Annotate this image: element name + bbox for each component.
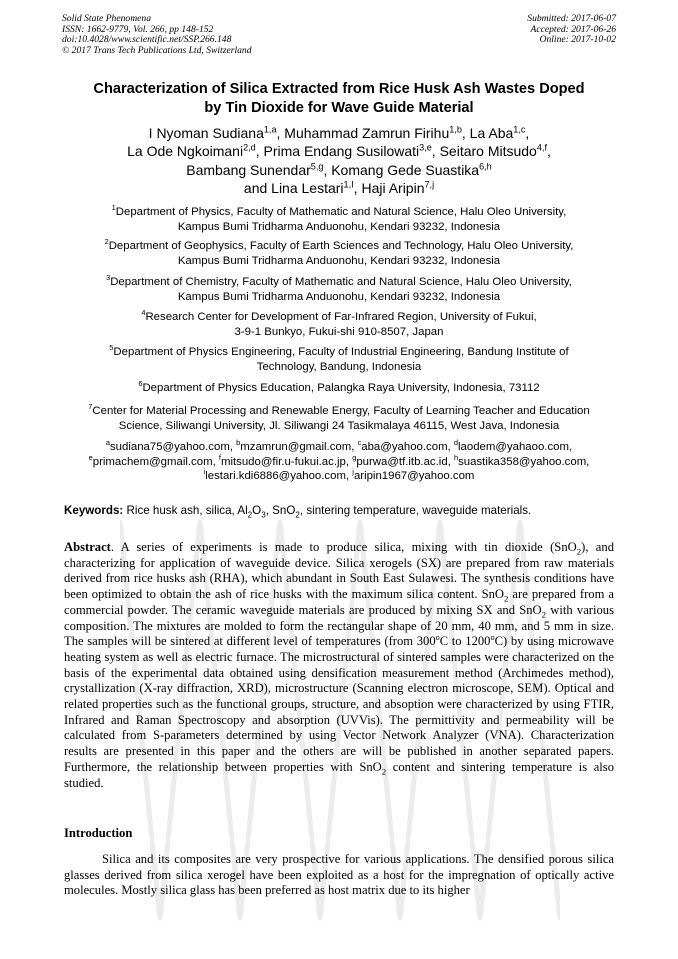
doi-line: doi:10.4028/www.scientific.net/SSP.266.148 (62, 34, 232, 46)
submitted-date: Submitted: 2017-06-07 (527, 13, 616, 24)
introduction-paragraph: Silica and its composites are very prospective for various applications. The densified porous silica glasses derived from silica xerogel have been exploited as a host for the impregnation of optically active molecules. Mostly silica glass has been preferred as host matrix due to its higher (64, 852, 614, 898)
section-heading: Introduction (64, 826, 133, 840)
keywords: Keywords: Rice husk ash, silica, $Al_2O_3$, SnO$_2$, sintering temperature, waveguide materials. (64, 504, 532, 520)
affiliation-2: $^2$Department of Geophysics, Faculty of Earth Sciences and Technology, Halu Oleo University, Kampus Bumi Tridharma Anduonohu, Kendari 93232, Indonesia (104, 237, 574, 267)
email-link[interactable]: aba@yahoo.com, (361, 441, 454, 453)
email-link[interactable]: suastika358@yahoo.com, (458, 455, 590, 468)
author-name: Bambang Sunendar (186, 161, 311, 178)
author-name: La Ode Ngkoimani (127, 143, 244, 160)
affiliation-6: $^6$Department of Physics Education, Palangka Raya University, Indonesia, 73112 (138, 379, 540, 394)
email-link[interactable]: aripin1967@yahoo.com (353, 470, 475, 483)
journal-name: Solid State Phenomena (62, 13, 151, 24)
author-name: Komang Gede Suastika (331, 161, 480, 178)
affiliation-1: $^1$Department of Physics, Faculty of Mathematic and Natural Science, Halu Oleo University, Kampus Bumi Tridharma Anduonohu, Kendari 93232, Indonesia (111, 203, 567, 233)
keywords-label: Keywords: (64, 504, 124, 517)
issn-line: ISSN: 1662-9779, Vol. 266, pp 148-152 (62, 23, 214, 35)
abstract-label: Abstract (64, 540, 111, 554)
email-link[interactable]: mzamrun@gmail.com, (240, 441, 358, 453)
author-name: Muhammad Zamrun Firihu (284, 125, 450, 141)
email-link[interactable]: laodem@yahaoo.com, (458, 441, 573, 453)
email-link[interactable]: primachem@gmail.com, (92, 455, 219, 468)
email-link[interactable]: mitsudo@fir.u-fukui.ac.jp, (220, 455, 353, 468)
affiliation-7: $^7$Center for Material Processing and Renewable Energy, Faculty of Learning Teacher and Education Science, Siliwangi University, Jl. Siliwangi 24 Tasikmalaya 46115, West Java, Indonesia (88, 402, 590, 432)
email-link[interactable]: sudiana75@yahoo.com, (109, 441, 237, 453)
affiliation-5: $^5$Department of Physics Engineering, Faculty of Industrial Engineering, Bandung Institute of Technology, Bandung, Indonesia (109, 343, 569, 373)
author-list: I Nyoman Sudiana$^{1,a}$, Muhammad Zamrun Firihu$^{1,b}$, La Aba$^{1,c}$, La Ode Ngkoimani$^{2,d}$, Prima Endang Susilowati$^{3,e}$, Seitaro Mitsudo$^{4,f}$, Bambang Sunendar$^{5,g}$, Komang Gede Suastika$^{6,h}$ and Lina Lestari$^{1,I}$, Haji Aripin$^{7,j}$ (127, 124, 551, 196)
paper-title: Characterization of Silica Extracted from Rice Husk Ash Wastes Doped by Tin Dioxide for Wave Guide Material (93, 81, 585, 116)
author-name: and Lina Lestari (243, 179, 344, 196)
author-name: Seitaro Mitsudo (439, 143, 537, 160)
author-name: Haji Aripin (361, 179, 425, 196)
online-date: Online: 2017-10-02 (539, 34, 616, 46)
affiliation-4: $^4$Research Center for Development of Far-Infrared Region, University of Fukui, 3-9-1 Bunkyo, Fukui-shi 910-8507, Japan (141, 308, 537, 338)
email-link[interactable]: lestari.kdi6886@yahoo.com, (205, 470, 353, 483)
publication-dates (527, 14, 616, 46)
author-name: La Aba (469, 125, 514, 141)
email-link[interactable]: purwa@tf.itb.ac.id, (356, 455, 454, 468)
author-name: I Nyoman Sudiana (148, 125, 264, 141)
copyright-line: © 2017 Trans Tech Publications Ltd, Switzerland (62, 44, 252, 56)
email-list: $^a$sudiana75@yahoo.com, $^b$mzamrun@gmail.com, $^c$aba@yahoo.com, $^d$laodem@yahaoo.com, $^e$primachem@gmail.com, $^f$mitsudo@fir.u-fukui.ac.jp, $^g$purwa@tf.itb.ac.id, $^h$suastika358@yahoo.com, $^i$lestari.kdi6886@yahoo.com, $^j$aripin1967@yahoo.com (88, 438, 590, 483)
journal-info (62, 14, 252, 56)
author-name: Prima Endang Susilowati (263, 143, 420, 160)
affiliation-3: $^3$Department of Chemistry, Faculty of Mathematic and Natural Science, Halu Oleo University, Kampus Bumi Tridharma Anduonohu, Kendari 93232, Indonesia (106, 273, 572, 303)
accepted-date: Accepted: 2017-06-26 (530, 23, 616, 35)
abstract: Abstract. A series of experiments is made to produce silica, mixing with tin dioxide (SnO$_2$), and characterizing for application of waveguide device. Silica xerogels (SX) are prepared from raw materials derived from rice husks ash (RHA), which abundant in South East Sulawesi. The synthesis conditions have been optimized to obtain the ash of rice husks with the maximum silica content. SnO$_2$ are prepared from a commercial powder. The ceramic waveguide materials are produced by mixing SX and SnO$_2$ with various composition. The mixtures are molded to form the rectangular shape of 20 mm, 40 mm, and 5 mm in size. The samples will be sintered at different level of temperatures (from 300$^o$C to 1200$^o$C) by using microwave heating system as well as electric furnace. The microstructural of sintered samples were characterized on the basis of the experimental data obtained using densification measurement method (Archimedes method), crystallization (X-ray diffraction, XRD), microstructure (Scanning electron microscope, SEM). Optical and related properties such as the functional groups, structure, and absoption were characterized by using FTIR, Infrared and Raman Spectroscopy and absorption (UVVis). The permittivity and permeability will be calculated from S-parameters determined by using Vector Network Analyzer (VNA). Characterization results are presented in this paper and the others are will be published in another separated papers. Furthermore, the relationship between properties with SnO$_2$ content and sintering temperature is also studied. (64, 540, 614, 790)
